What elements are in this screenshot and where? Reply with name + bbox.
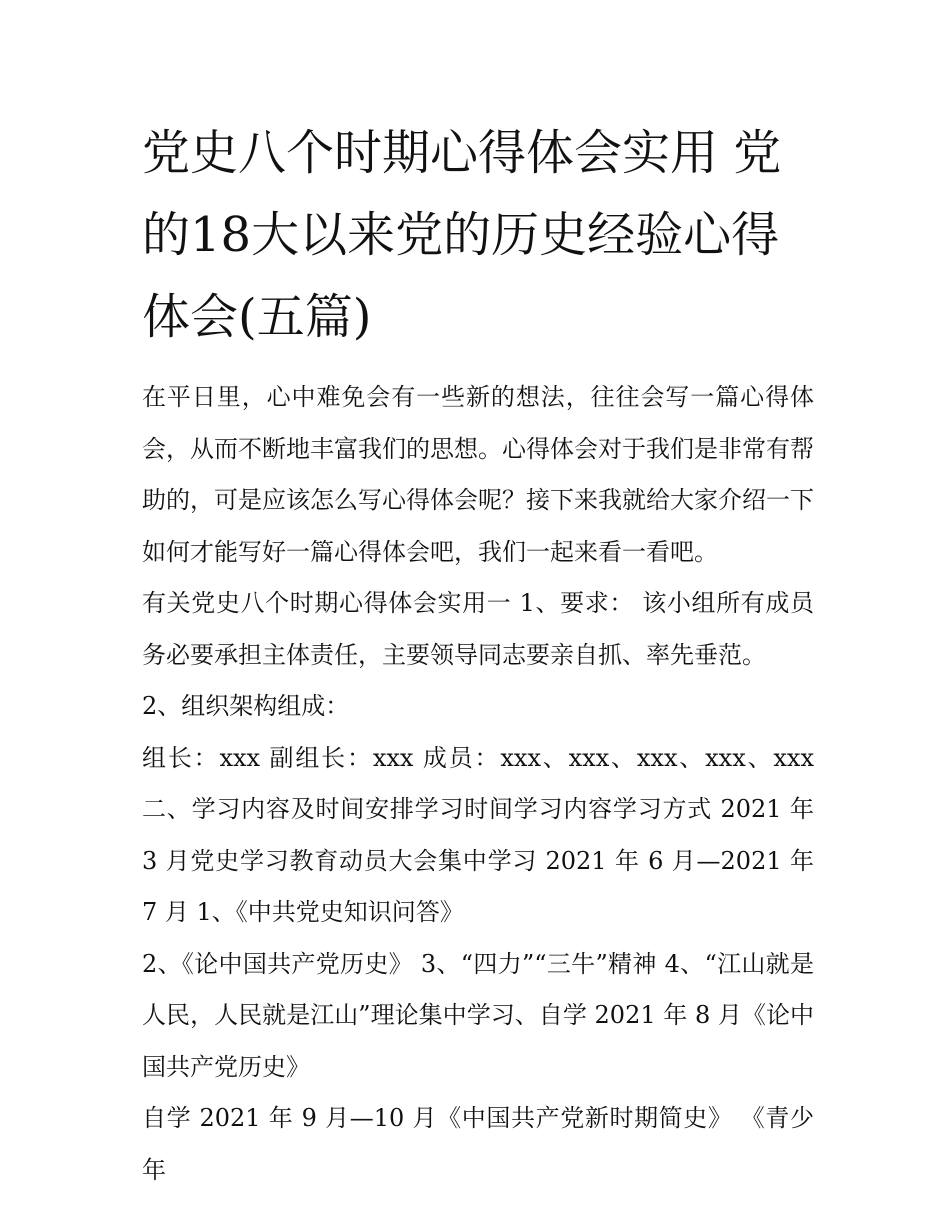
self-study-paragraph: 自学 2021 年 9 月—10 月《中国共产党新时期简史》 《青少年 xyxy=(142,1104,814,1184)
study-content-paragraph: 2、《论中国共产党历史》 3、“四力”“三牛”精神 4、“江山就是人民，人民就是江山”理论集中学习、自学 2021 年 8 月《论中国共产党历史》 xyxy=(142,949,814,1081)
requirement-paragraph: 有关党史八个时期心得体会实用一 1、要求： 该小组所有成员务必要承担主体责任，主要领导同志要亲自抓、率先垂范。 xyxy=(142,589,814,669)
document-body xyxy=(142,112,814,1196)
organization-heading: 2、组织架构组成： xyxy=(142,692,350,720)
members-schedule-paragraph: 组长：xxx 副组长：xxx 成员：xxx、xxx、xxx、xxx、xxx 二、学习内容及时间安排学习时间学习内容学习方式 2021 年 3 月党史学习教育动员大会集中学习 2021 年 6 月—2021 年 7 月 1、《中共党史知识问答》 xyxy=(142,743,814,926)
intro-paragraph: 在平日里，心中难免会有一些新的想法，往往会写一篇心得体会，从而不断地丰富我们的思想。心得体会对于我们是非常有帮助的，可是应该怎么写心得体会呢？接下来我就给大家介绍一下如何才能写好一篇心得体会吧，我们一起来看一看吧。 xyxy=(142,383,814,566)
document-title: 党史八个时期心得体会实用 党的18大以来党的历史经验心得体会(五篇) xyxy=(142,125,782,345)
